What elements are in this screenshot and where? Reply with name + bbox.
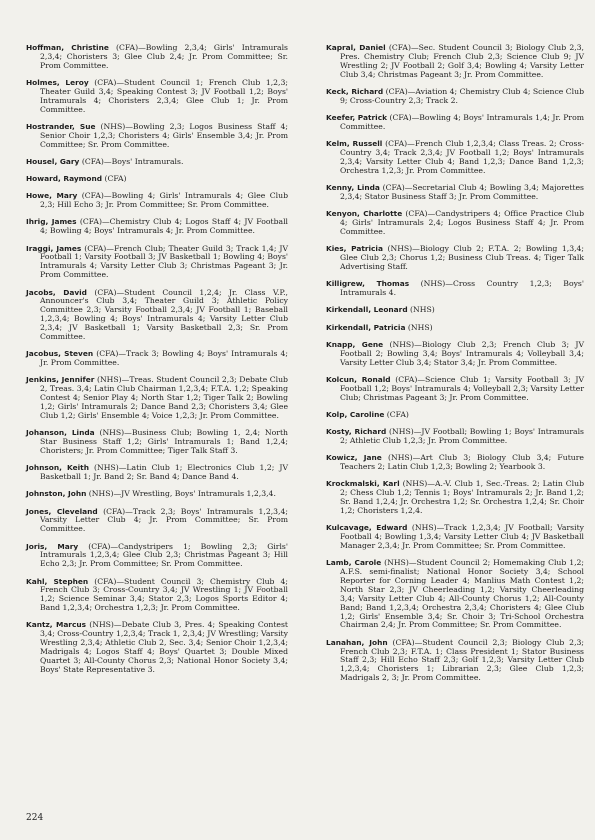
roster-entry: [26, 376, 288, 421]
activities: (CFA)—French Club 1,2,3,4; Class Treas. 2; Cross-Country 3,4; Track 2,3,4; JV Football 1,2; Boys' Intramurals 2,3,4; Varsity Letter Club 4; Band 1,2,3; Dance Band 1,2,3; Orchestra 1,2,3; Jr. Prom Committee.: [340, 139, 584, 175]
activities: (NHS)—Track 1,2,3,4; JV Football; Varsity Football 4; Bowling 1,3,4; Varsity Letter Club 4; JV Basketball Manager 2,3,4; Jr. Prom Committee; Sr. Prom Committee.: [340, 523, 584, 550]
roster-entry: [326, 559, 584, 630]
activities: (CFA)—Track 3; Bowling 4; Boys' Intramurals 4; Jr. Prom Committee.: [40, 349, 288, 368]
activities: (NHS)—JV Football; Bowling 1; Boys' Intramurals 2; Athletic Club 1,2,3; Jr. Prom Committee.: [340, 426, 584, 445]
student-name: Housel, Gary: [26, 156, 80, 166]
roster-entry: [26, 289, 288, 342]
roster-entry: [26, 543, 288, 570]
student-name: Jacobs, David: [26, 287, 87, 297]
activities: (CFA)—Student Council 1; French Club 1,2,3; Theater Guild 3,4; Speaking Contest 3; JV Football 1,2; Boys' Intramurals 4; Choristers 2,3,4; Glee Club 1; Jr. Prom Committee.: [40, 78, 288, 114]
roster-entry: [326, 341, 584, 368]
student-name: Iraggi, James: [26, 243, 82, 253]
student-name: Johnson, Keith: [26, 463, 89, 473]
student-name: Holmes, Leroy: [26, 78, 89, 88]
roster-entry: [26, 508, 288, 535]
student-name: Johanson, Linda: [26, 428, 95, 438]
student-name: Killigrew, Thomas: [326, 279, 410, 289]
student-name: Kowicz, Jane: [326, 453, 382, 463]
activities: (NHS)—Art Club 3; Biology Club 3,4; Future Teachers 2; Latin Club 1,2,3; Bowling 2; Yearbook 3.: [340, 453, 584, 471]
activities: (CFA)—Secretarial Club 4; Bowling 3,4; Majorettes 2,3,4; Stator Business Staff 3; Jr. Prom Committee.: [340, 183, 584, 201]
student-name: Kirkendall, Leonard: [326, 305, 408, 315]
roster-entry: [326, 210, 584, 237]
roster-entry: [26, 192, 288, 210]
student-name: Hoffman, Christine: [26, 43, 109, 52]
left-column: [26, 44, 288, 683]
student-name: Keck, Richard: [326, 86, 384, 96]
student-name: Lamb, Carole: [326, 558, 382, 568]
activities: (NHS)—Business Club; Bowling 1, 2,4; North Star Business Staff 1,2; Girls' Intramurals 1; Band 1,2,4; Choristers; Jr. Prom Committee; Tiger Talk Staff 3.: [40, 428, 288, 455]
roster-entry: [26, 490, 288, 499]
roster-entry: [326, 44, 584, 80]
student-name: Jenkins, Jennifer: [26, 375, 95, 385]
activities: (CFA)—Chemistry Club 4; Logos Staff 4; JV Football 4; Bowling 4; Boys' Intramurals 4; Jr. Prom Committee.: [40, 217, 288, 236]
roster-entry: [326, 639, 584, 684]
student-name: Kulcavage, Edward: [326, 523, 408, 533]
activities: (CFA)—Student Council 1,2,4; Jr. Class V.P., Announcer's Club 3,4; Theater Guild 3; Athletic Policy Committee 2,3; Varsity Football 2,3,4; JV Football 1; Baseball 1,2,3,4; Bowling 4; Boys' Intramurals 4; Varsity Letter Club 2,3,4; JV Basketball 1; Varsity Basketball 2,3; Sr. Prom Committee.: [40, 287, 289, 342]
activities: (NHS)—Cross Country 1,2,3; Boys' Intramurals 4.: [340, 279, 584, 298]
roster-entry: [326, 524, 584, 551]
student-name: Kenny, Linda: [326, 183, 380, 193]
student-name: Joris, Mary: [26, 541, 79, 551]
roster-entry: [326, 306, 584, 315]
roster-entry: [326, 184, 584, 202]
activities: (CFA)—French Club; Theater Guild 3; Track 1,4; JV Football 1; Varsity Football 3; JV Basketball 1; Bowling 4; Boys' Intramurals 4; Varsity Letter Club 3; Christmas Pageant 3; Jr. Prom Committee.: [40, 243, 288, 280]
student-name: Knapp, Gene: [326, 339, 384, 349]
student-name: Kelm, Russell: [326, 139, 383, 149]
roster-entry: [26, 350, 288, 368]
roster-entry: [26, 578, 288, 614]
roster-entry: [326, 114, 584, 132]
student-name: Jacobus, Steven: [26, 349, 94, 359]
roster-entry: [26, 429, 288, 456]
student-name: Howe, Mary: [26, 191, 78, 201]
roster-entry: [326, 454, 584, 472]
activities: (CFA)—Student Council 3; Chemistry Club 4; French Club 3; Cross-Country 3,4; JV Wrestling 1; JV Football 1,2; Science Seminar 3,4; Stator 2,3; Logos Sports Editor 4; Band 1,2,3,4; Orchestra 1,2,3; Jr. Prom Committee.: [40, 576, 288, 613]
student-name: Lanahan, John: [326, 637, 388, 647]
student-name: Krockmalski, Karl: [326, 479, 400, 489]
student-name: Kantz, Marcus: [26, 620, 86, 630]
student-name: Kolcun, Ronald: [326, 374, 391, 384]
roster-entry: [326, 324, 584, 333]
student-name: Johnston, John: [26, 489, 87, 499]
roster-entry: [326, 411, 584, 420]
student-name: Kirkendall, Patricia: [326, 322, 406, 332]
roster-entry: [26, 464, 288, 482]
activities: (CFA)—Sec. Student Council 3; Biology Club 2,3, Pres. Chemistry Club; French Club 2,3; Science Club 9; JV Wrestling 2; JV Football 2; Golf 3,4; Bowling 4; Varsity Letter Club 3,4; Christmas Pageant 3; Jr. Prom Committee.: [340, 43, 584, 79]
activities: (NHS)—A.-V. Club 1, Sec.-Treas. 2; Latin Club 2; Chess Club 1,2; Tennis 1; Boys' Intramurals 2; Jr. Band 1,2; Sr. Band 1,2,4; Jr. Orchestra 1,2; Sr. Orchestra 1,2,4; Sr. Choir 1,2; Choristers 1,2,4.: [340, 479, 585, 515]
roster-entry: [326, 428, 584, 446]
roster-entry: [26, 218, 288, 236]
activities: (CFA)—Bowling 2,3,4; Girls' Intramurals 2,3,4; Choristers 3; Glee Club 2,4; Jr. Prom Committee; Sr. Prom Committee.: [40, 43, 288, 70]
roster-entry: [326, 88, 584, 106]
student-name: Kahl, Stephen: [26, 576, 89, 586]
student-name: Kolp, Caroline: [326, 409, 385, 419]
student-name: Kenyon, Charlotte: [326, 209, 403, 219]
activities: (NHS): [407, 305, 435, 315]
activities: (CFA)—Aviation 4; Chemistry Club 4; Science Club 9; Cross-Country 2,3; Track 2.: [340, 86, 584, 105]
activities: (CFA)—Candystripers 1; Bowling 2,3; Girls' Intramurals 1,2,3,4; Glee Club 2,3; Christmas Pageant 3; Hill Echo 2,3; Jr. Prom Committee; Sr. Prom Committee.: [40, 541, 288, 569]
activities: (CFA): [384, 409, 409, 419]
roster-entry: [26, 245, 288, 281]
activities: (NHS)—Bowling 2,3; Logos Business Staff 4; Senior Choir 1,2,3; Choristers 4; Girls' Ensemble 3,4; Jr. Prom Committee; Sr. Prom Committee.: [40, 121, 288, 149]
activities: (CFA)—Bowling 4; Boys' Intramurals 1,4; Jr. Prom Committee.: [340, 113, 584, 131]
roster-entry: [26, 123, 288, 150]
student-name: Hostrander, Sue: [26, 121, 96, 131]
activities: (CFA)—Candystripers 4; Office Practice Club 4; Girls' Intramurals 2,4; Logos Business Staff 4; Jr. Prom Committee.: [340, 209, 584, 236]
activities: (NHS)—Biology Club 2; F.T.A. 2; Bowling 1,3,4; Glee Club 2,3; Chorus 1,2; Business Club Treas. 4; Tiger Talk Advertising Staff.: [340, 244, 585, 271]
activities: (CFA)—Student Council 2,3; Biology Club 2,3; French Club 2,3; F.T.A. 1; Class President 1; Stator Business Staff 2,3; Hill Echo Staff 2,3; Golf 1,2,3; Varsity Letter Club 1,2,3,4; Choristers 1; Librarian 2,3; Glee Club 1,2,3; Madrigals 2, 3; Jr. Prom Committee.: [340, 637, 584, 683]
activities: (NHS)—Student Council 2; Homemaking Club 1,2; A.F.S. semi-finalist; National Honor Society 3,4; School Reporter for Corning Leader 4; Manlius Math Contest 1,2; North Star 2,3; JV Cheerleading 1,2; Varsity Cheerleading 3,4; Varsity Letter Club 4; All-County Chorus 1,2; All-County Band; Band 1,2,3,4; Orchestra 2,3,4; Choristers 4; Glee Club 1,2; Girls' Ensemble 3,4; Sr. Choir 3; Tri-School Orchestra Chairman 2,4; Jr. Prom Committee; Sr. Prom Committee.: [340, 558, 585, 630]
activities: (CFA)—Science Club 1; Varsity Football 3; JV Football 1,2; Boys' Intramurals 4; Volleyball 2,3; Varsity Letter Club; Christmas Pageant 3; Jr. Prom Committee.: [340, 374, 584, 402]
activities: (CFA)—Boys' Intramurals.: [79, 156, 184, 166]
activities: (NHS)—Treas. Student Council 2,3; Debate Club 2, Treas. 3,4; Latin Club Chairman 1,2,3,4; F.T.A. 1,2; Speaking Contest 4; Senior Play 4; North Star 1,2; Tiger Talk 2; Bowling 1,2; Girls' Intramurals 2; Dance Band 2,3; Choristers 3,4; Glee Club 1,2; Girls' Ensemble 4; Voice 1,2,3; Jr. Prom Committee.: [40, 375, 288, 420]
activities: (NHS)—Debate Club 3, Pres. 4; Speaking Contest 3,4; Cross-Country 1,2,3,4; Track 1, 2,3,4; JV Wrestling; Varsity Wrestling 2,3,4; Athletic Club 2, Sec. 3,4; Senior Choir 1,2,3,4; Madrigals 4; Logos Staff 4; Boys' Quartet 3; Double Mixed Quartet 3; All-County Chorus 2,3; National Honor Society 3,4; Boys' State Representative 3.: [40, 620, 288, 674]
right-column: [326, 44, 584, 691]
activities: (NHS)—Latin Club 1; Electronics Club 1,2; JV Basketball 1; Jr. Band 2; Sr. Band 4; Dance Band 4.: [40, 463, 288, 482]
roster-entry: [26, 79, 288, 115]
student-name: Kosty, Richard: [326, 426, 387, 436]
roster-entry: [326, 376, 584, 403]
roster-entry: [26, 621, 288, 674]
roster-entry: [326, 140, 584, 176]
page-number: 224: [26, 813, 44, 823]
roster-entry: [26, 175, 288, 184]
roster-entry: [26, 44, 288, 71]
student-name: Kies, Patricia: [326, 244, 383, 254]
roster-entry: [326, 245, 584, 272]
student-name: Ihrig, James: [26, 217, 77, 227]
activities: (NHS)—Biology Club 2,3; French Club 3; JV Football 2; Bowling 3,4; Boys' Intramurals 4; Volleyball 3,4; Varsity Letter Club 3,4; Stator 3,4; Jr. Prom Committee.: [340, 339, 584, 367]
roster-entry: [326, 480, 584, 516]
student-name: Jones, Cleveland: [26, 506, 98, 516]
activities: (CFA): [102, 174, 127, 184]
student-name: Keefer, Patrick: [326, 113, 388, 123]
activities: (NHS)—JV Wrestling, Boys' Intramurals 1,2,3,4.: [86, 489, 276, 499]
activities: (CFA)—Bowling 4; Girls' Intramurals 4; Glee Club 2,3; Hill Echo 3; Jr. Prom Committee; Sr. Prom Committee.: [40, 191, 288, 210]
student-name: Howard, Raymond: [26, 174, 102, 184]
roster-entry: [326, 280, 584, 298]
roster-entry: [26, 158, 288, 167]
activities: (CFA)—Track 2,3; Boys' Intramurals 1,2,3,4; Varsity Letter Club 4; Jr. Prom Committee; Sr. Prom Committee.: [40, 506, 288, 534]
activities: (NHS): [405, 322, 433, 332]
student-name: Kapral, Daniel: [326, 43, 386, 52]
